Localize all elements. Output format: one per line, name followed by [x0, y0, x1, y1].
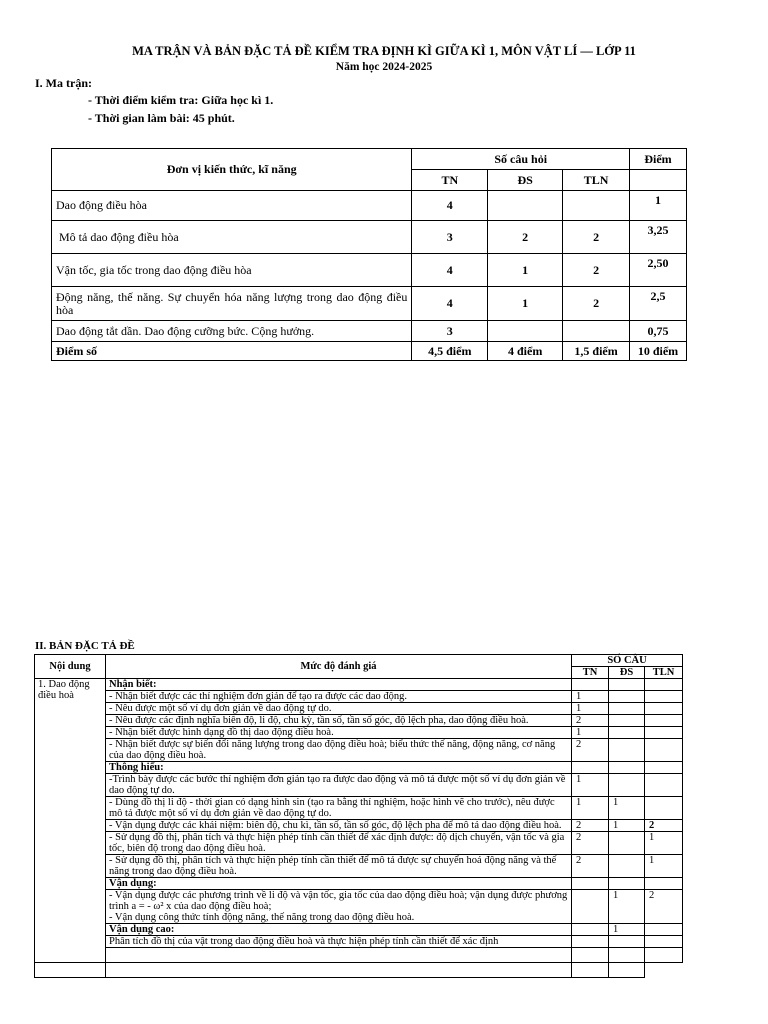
table-row [35, 820, 683, 832]
table-row [35, 691, 683, 703]
tn-cell: 1 [572, 797, 609, 820]
total-row [52, 342, 687, 361]
tln-cell: 2 [645, 820, 683, 832]
tln-cell [645, 703, 683, 715]
tln-cell: 2 [563, 254, 630, 287]
ds-cell [609, 703, 645, 715]
ds-cell: 1 [488, 287, 563, 321]
tln-cell [563, 321, 630, 342]
tln-cell [645, 774, 683, 797]
table-row [35, 774, 683, 797]
table-row [35, 703, 683, 715]
tn-cell: 4 [412, 191, 488, 221]
tln-cell [645, 936, 683, 948]
document-title: MA TRẬN VÀ BẢN ĐẶC TẢ ĐỀ KIỂM TRA ĐỊNH KÌ GIỮA KÌ 1, MÔN VẬT LÍ — LỚP 11 [132, 44, 636, 58]
table-row [35, 832, 683, 855]
col-questions-header: Số câu hỏi [412, 149, 630, 170]
unit-cell: Vận tốc, gia tốc trong dao động điều hòa [52, 254, 412, 287]
criterion-text: - Sử dụng đồ thị, phân tích và thực hiện phép tính cần thiết để xác định được: độ dịch chuyển, vận tốc và gia tốc, biên độ trong dao động điều hoà. [106, 832, 572, 855]
points-cell: 3,25 [630, 221, 687, 254]
ds-cell: 1 [488, 254, 563, 287]
total-ds: 4 điểm [488, 342, 563, 361]
criterion-text: - Nhận biết được các thí nghiệm đơn giản để tạo ra được các dao động. [106, 691, 572, 703]
criterion-line: - Vận dụng được các phương trình về li độ và vận tốc, gia tốc của dao động điều hoà; vận dụng được phương trình a = - ω² x của dao động điều hoà; [109, 890, 568, 912]
sub-col-tn: TN [572, 667, 609, 679]
tln-cell [645, 739, 683, 762]
ds-cell: 1 [609, 924, 645, 936]
points-cell: 2,5 [630, 287, 687, 321]
tln-cell [563, 191, 630, 221]
table-row [35, 890, 683, 924]
unit-cell: Động năng, thế năng. Sự chuyển hóa năng lượng trong dao động điều hòa [52, 287, 412, 321]
col-count-header: SỐ CÂU [572, 655, 683, 667]
ds-cell [488, 321, 563, 342]
table-row [35, 715, 683, 727]
ds-cell [609, 715, 645, 727]
tn-cell: 4 [412, 254, 488, 287]
table-row [35, 936, 683, 948]
total-points: 10 điểm [630, 342, 687, 361]
table-row [35, 739, 683, 762]
sub-col-tln: TLN [645, 667, 683, 679]
tn-cell: 3 [412, 221, 488, 254]
tn-cell: 3 [412, 321, 488, 342]
ds-cell: 1 [609, 820, 645, 832]
criterion-text: - Nêu được các định nghĩa biên độ, li độ, chu kỳ, tần số, tần số góc, độ lệch pha, dao động điều hoà. [106, 715, 572, 727]
ds-cell [609, 727, 645, 739]
table-row [52, 254, 687, 287]
col-level-header: Mức độ đánh giá [106, 655, 572, 679]
sub-col-tln: TLN [563, 170, 630, 191]
level-apply: Vận dụng: [106, 878, 572, 890]
tn-cell [572, 890, 609, 924]
level-recognize: Nhận biết: [106, 679, 572, 691]
ds-cell [609, 774, 645, 797]
points-cell: 2,50 [630, 254, 687, 287]
unit-cell: Dao động điều hòa [52, 191, 412, 221]
criterion-text: - Vận dụng được các khái niệm: biên độ, chu kì, tần số, tần số góc, độ lệch pha để mô tả dao động điều hoà. [106, 820, 572, 832]
criterion-text [106, 890, 572, 924]
tn-cell: 1 [572, 774, 609, 797]
col-unit-header: Đơn vị kiến thức, kĩ năng [52, 149, 412, 191]
tln-cell: 2 [645, 890, 683, 924]
sub-col-ds: ĐS [488, 170, 563, 191]
section-1-heading: I. Ma trận: [35, 76, 92, 90]
col-points-header: Điểm [630, 149, 687, 170]
section-2-heading: II. BẢN ĐẶC TẢ ĐỀ [35, 640, 135, 652]
tln-cell [645, 727, 683, 739]
school-year: Năm học 2024-2025 [335, 61, 433, 73]
content-cell: 1. Dao động điều hoà [35, 679, 106, 963]
points-cell: 0,75 [630, 321, 687, 342]
ds-cell: 2 [488, 221, 563, 254]
criterion-text: Phân tích đồ thị của vật trong dao động điều hoà và thực hiện phép tính cần thiết để xác định [106, 936, 572, 948]
criterion-text: - Nhận biết được hình dạng đồ thị dao động điều hoà. [106, 727, 572, 739]
total-label: Điểm số [52, 342, 412, 361]
tln-cell [645, 691, 683, 703]
table-row [35, 855, 683, 878]
specification-table [34, 654, 683, 978]
tn-cell: 2 [572, 739, 609, 762]
matrix-table [51, 148, 687, 361]
tn-cell: 2 [572, 832, 609, 855]
tn-cell [572, 936, 609, 948]
criterion-line: - Vận dụng công thức tính động năng, thế năng trong dao động điều hoà. [109, 912, 415, 923]
criterion-text: - Nêu được một số ví dụ đơn giản về dao động tự do. [106, 703, 572, 715]
total-tln: 1,5 điểm [563, 342, 630, 361]
tn-cell: 2 [572, 855, 609, 878]
criterion-text: - Sử dụng đồ thị, phân tích và thực hiện phép tính cần thiết để mô tả được sự chuyển hoá động năng và thế năng trong dao động điều hoà. [106, 855, 572, 878]
tn-cell: 1 [572, 727, 609, 739]
col-content-header: Nội dung [35, 655, 106, 679]
table-row [35, 727, 683, 739]
criterion-text: - Dùng đồ thị li độ - thời gian có dạng hình sin (tạo ra bằng thí nghiệm, hoặc hình vẽ cho trước), nêu được mô tả được một số ví dụ đơn giản về dao động tự do. [106, 797, 572, 820]
level-apply-high: Vận dụng cao: [106, 924, 572, 936]
ds-cell [488, 191, 563, 221]
total-tn: 4,5 điểm [412, 342, 488, 361]
tln-cell [645, 715, 683, 727]
sub-col-tn: TN [412, 170, 488, 191]
table-row [52, 287, 687, 321]
ds-cell: 1 [609, 797, 645, 820]
tn-cell: 1 [572, 691, 609, 703]
table-row [35, 797, 683, 820]
tln-cell [645, 797, 683, 820]
table-row [52, 321, 687, 342]
ds-cell [609, 936, 645, 948]
criterion-text: - Nhận biết được sự biến đổi năng lượng trong dao động điều hoà; biểu thức thế năng, động năng, cơ năng của dao động điều hoà. [106, 739, 572, 762]
tn-cell: 1 [572, 703, 609, 715]
tn-cell: 4 [412, 287, 488, 321]
points-cell: 1 [630, 191, 687, 221]
criterion-text: -Trình bày được các bước thí nghiệm đơn giản tạo ra được dao động và mô tả được một số ví dụ đơn giản về dao động tự do. [106, 774, 572, 797]
exam-time-bullet: - Thời điểm kiểm tra: Giữa học kì 1. [88, 93, 274, 107]
ds-cell [609, 855, 645, 878]
tn-cell: 2 [572, 820, 609, 832]
tln-cell: 2 [563, 287, 630, 321]
unit-cell: Dao động tắt dần. Dao động cưỡng bức. Cộng hưởng. [52, 321, 412, 342]
unit-cell: Mô tả dao động điều hòa [52, 221, 412, 254]
ds-cell [609, 739, 645, 762]
ds-cell [609, 691, 645, 703]
tn-cell: 2 [572, 715, 609, 727]
exam-duration-bullet: - Thời gian làm bài: 45 phút. [88, 111, 235, 125]
level-understand: Thông hiểu: [106, 762, 572, 774]
tln-cell: 1 [645, 855, 683, 878]
table-row [52, 221, 687, 254]
table-row [52, 191, 687, 221]
tln-cell: 1 [645, 832, 683, 855]
tln-cell: 2 [563, 221, 630, 254]
sub-col-ds: ĐS [609, 667, 645, 679]
ds-cell: 1 [609, 890, 645, 924]
ds-cell [609, 832, 645, 855]
